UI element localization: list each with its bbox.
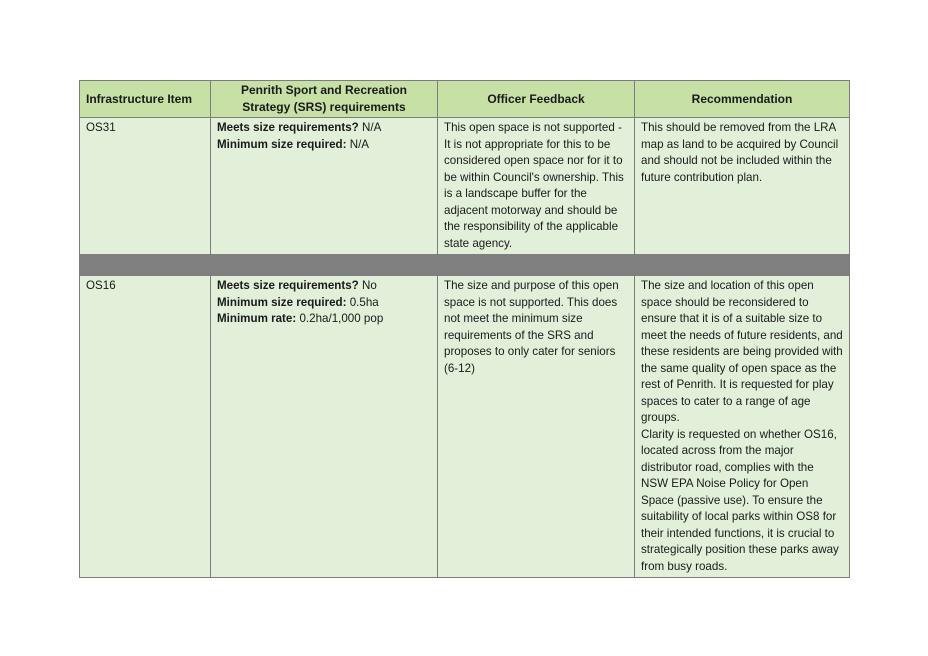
separator-row xyxy=(80,255,850,276)
requirement-key: Minimum size required: xyxy=(217,137,347,151)
recommendation-cell xyxy=(635,118,850,255)
feedback-cell: This open space is not supported - It is not appropriate for this to be considered open space nor for it to be within Council's ownership. This is a landscape buffer for the adjacent motorway and should be the responsibility of the applicable state agency. xyxy=(438,118,635,255)
requirement-key: Meets size requirements? xyxy=(217,121,359,134)
table-row xyxy=(80,118,850,255)
requirement-line xyxy=(217,311,431,328)
requirement-value: 0.2ha/1,000 pop xyxy=(296,312,384,325)
recommendation-paragraph: This should be removed from the LRA map as land to be acquired by Council and should not be included within the future contribution plan. xyxy=(641,121,839,184)
separator-cell xyxy=(635,255,850,276)
requirement-value: N/A xyxy=(358,121,382,134)
feedback-cell: The size and purpose of this open space is not supported. This does not meet the minimum size requirements of the SRS and proposes to only cater for seniors (6-12) xyxy=(438,276,635,578)
requirement-value: No xyxy=(358,279,377,292)
requirement-key: Minimum rate: xyxy=(217,312,297,325)
requirement-value: N/A xyxy=(346,137,370,151)
requirement-line xyxy=(217,295,431,312)
header-recommendation: Recommendation xyxy=(635,81,850,118)
separator-cell xyxy=(438,255,635,276)
review-table xyxy=(79,80,850,578)
recommendation-cell xyxy=(635,276,850,578)
item-cell: OS16 xyxy=(80,276,211,578)
requirement-line xyxy=(217,278,431,295)
requirement-key: Meets size requirements? xyxy=(217,279,359,292)
header-srs-requirements: Penrith Sport and Recreation Strategy (SRS) requirements xyxy=(211,81,438,118)
requirement-key: Minimum size required: xyxy=(217,295,347,309)
header-infrastructure-item: Infrastructure Item xyxy=(80,81,211,118)
requirement-value: 0.5ha xyxy=(346,295,379,309)
requirements-cell xyxy=(211,118,438,255)
requirements-cell xyxy=(211,276,438,578)
separator-cell xyxy=(211,255,438,276)
separator-cell xyxy=(80,255,211,276)
requirement-line xyxy=(217,120,431,137)
recommendation-paragraph: Clarity is requested on whether OS16, located across from the major distributor road, complies with the NSW EPA Noise Policy for Open Space (passive use). To ensure the suitability of local parks within OS8 for their intended functions, it is crucial to strategically position these parks away from busy roads. xyxy=(641,427,839,573)
header-officer-feedback: Officer Feedback xyxy=(438,81,635,118)
table-row xyxy=(80,276,850,578)
requirement-line xyxy=(217,137,431,154)
recommendation-paragraph: The size and location of this open space should be reconsidered to ensure that it is of a suitable size to meet the needs of future residents, and these residents are being provided with the same quality of open space as the rest of Penrith. It is requested for play spaces to cater to a range of age groups. xyxy=(641,279,843,424)
item-cell: OS31 xyxy=(80,118,211,255)
header-row xyxy=(80,81,850,118)
